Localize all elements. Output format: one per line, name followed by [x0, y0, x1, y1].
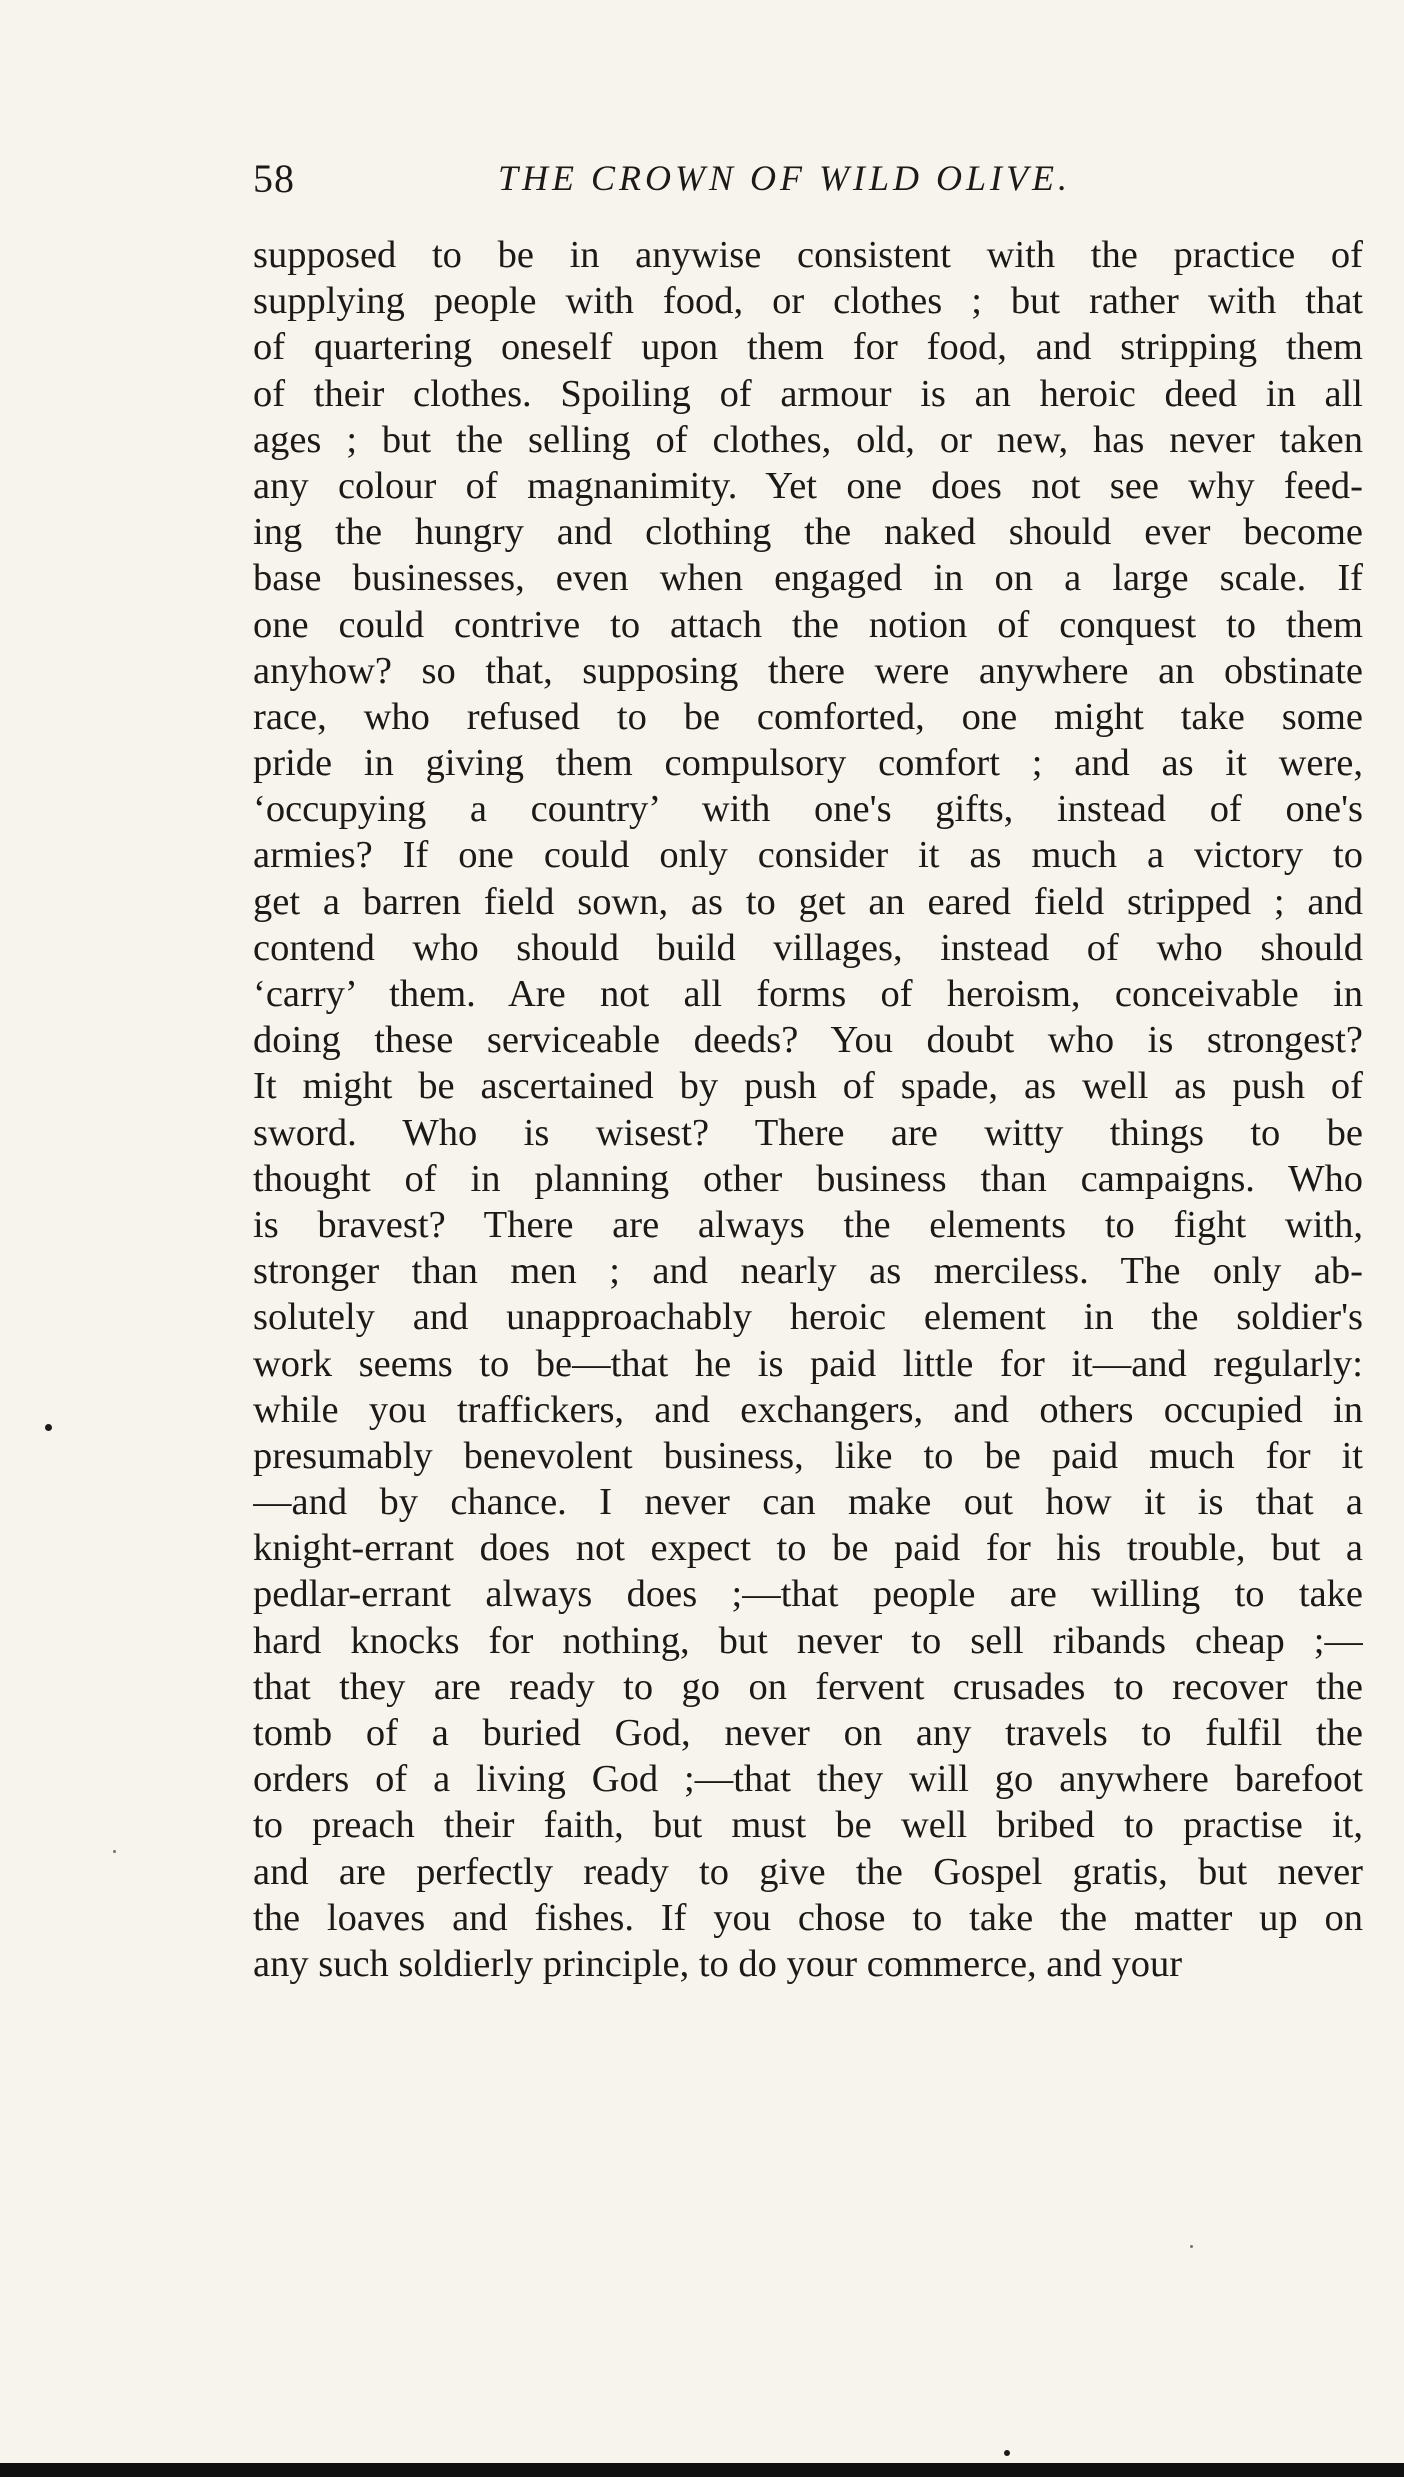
page-number: 58: [253, 156, 295, 201]
text-line: doing these serviceable deeds? You doubt who is strongest?: [253, 1019, 1363, 1062]
text-line: orders of a living God ;—that they will go anywhere barefoot: [253, 1758, 1363, 1801]
text-line: ing the hungry and clothing the naked should ever become: [253, 511, 1363, 554]
text-line: pedlar-errant always does ;—that people are willing to take: [253, 1573, 1363, 1616]
text-line: the loaves and fishes. If you chose to take the matter up on: [253, 1896, 1363, 1939]
text-line: one could contrive to attach the notion of conquest to them: [253, 603, 1363, 646]
text-line: contend who should build villages, instead of who should: [253, 926, 1363, 969]
text-line: sword. Who is wisest? There are witty things to be: [253, 1111, 1363, 1154]
page-header: [253, 155, 1353, 215]
text-line: race, who refused to be comforted, one might take some: [253, 695, 1363, 738]
text-line: supposed to be in anywise consistent with the practice of: [253, 234, 1363, 276]
text-line: tomb of a buried God, never on any travels to fulfil the: [253, 1712, 1363, 1754]
text-line: hard knocks for nothing, but never to sell ribands cheap ;—: [253, 1619, 1363, 1662]
text-line: ‘carry’ them. Are not all forms of heroism, conceivable in: [253, 973, 1363, 1015]
text-line: work seems to be—that he is paid little for it—and regularly:: [253, 1342, 1363, 1385]
text-line: any colour of magnanimity. Yet one does not see why feed-: [253, 464, 1363, 507]
running-title: THE CROWN OF WILD OLIVE.: [498, 158, 1071, 198]
text-line: stronger than men ; and nearly as merciless. The only ab-: [253, 1250, 1363, 1293]
text-line: It might be ascertained by push of spade, as well as push of: [253, 1065, 1363, 1108]
text-line: ‘occupying a country’ with one's gifts, instead of one's: [253, 788, 1363, 831]
text-line: is bravest? There are always the elements to fight with,: [253, 1203, 1363, 1246]
text-line: to preach their faith, but must be well bribed to practise it,: [253, 1804, 1363, 1847]
body-text: [253, 232, 1363, 1987]
text-line: get a barren field sown, as to get an eared field stripped ; and: [253, 880, 1363, 923]
text-line: presumably benevolent business, like to be paid much for it: [253, 1434, 1363, 1477]
text-line: base businesses, even when engaged in on a large scale. If: [253, 557, 1363, 600]
speck-mark: [1190, 2245, 1193, 2248]
bottom-edge-rule: [0, 2463, 1404, 2477]
text-line: of quartering oneself upon them for food, and stripping them: [253, 326, 1363, 369]
text-line: —and by chance. I never can make out how it is that a: [253, 1481, 1363, 1524]
text-line: of their clothes. Spoiling of armour is an heroic deed in all: [253, 372, 1363, 415]
text-line: anyhow? so that, supposing there were anywhere an obstinate: [253, 649, 1363, 692]
text-line: and are perfectly ready to give the Gospel gratis, but never: [253, 1850, 1363, 1893]
text-line: while you traffickers, and exchangers, and others occupied in: [253, 1388, 1363, 1431]
speck-mark: [1004, 2450, 1010, 2456]
text-line: any such soldierly principle, to do your commerce, and your: [253, 1942, 1183, 1985]
text-line: pride in giving them compulsory comfort ; and as it were,: [253, 742, 1363, 785]
text-line: that they are ready to go on fervent crusades to recover the: [253, 1665, 1363, 1708]
text-line: knight-errant does not expect to be paid for his trouble, but a: [253, 1527, 1363, 1570]
speck-mark: [113, 1850, 116, 1853]
text-line: thought of in planning other business than campaigns. Who: [253, 1157, 1363, 1200]
text-line: solutely and unapproachably heroic element in the soldier's: [253, 1296, 1363, 1339]
text-line: armies? If one could only consider it as much a victory to: [253, 834, 1363, 877]
text-line: supplying people with food, or clothes ; but rather with that: [253, 280, 1363, 323]
speck-mark: [45, 1424, 52, 1431]
text-line: ages ; but the selling of clothes, old, or new, has never taken: [253, 418, 1363, 461]
